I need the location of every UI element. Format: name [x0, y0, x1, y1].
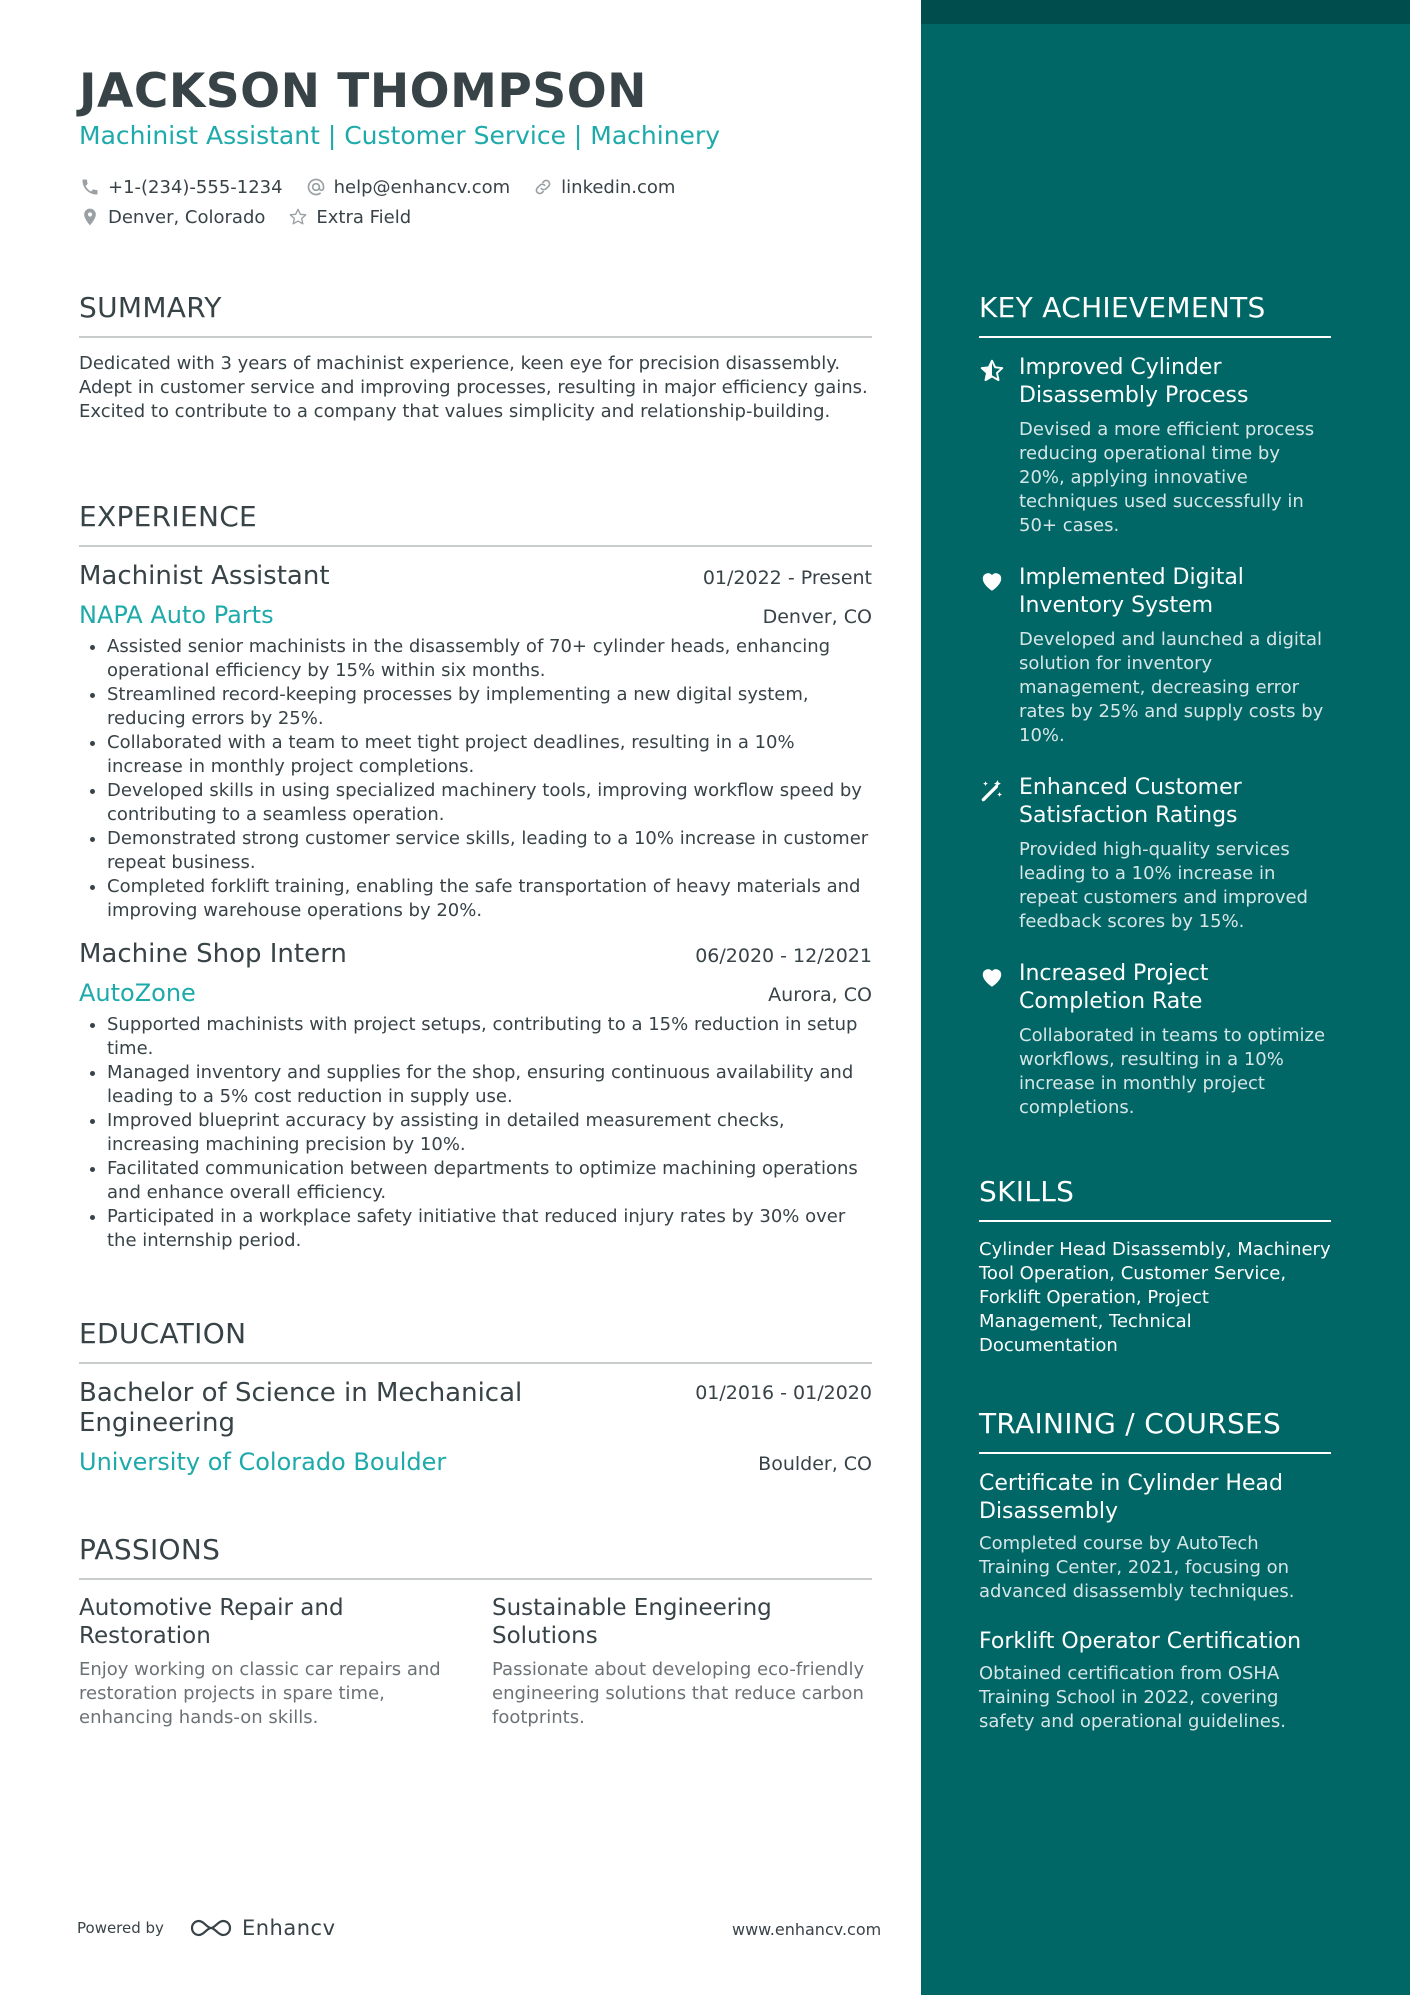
job-bullet: • Participated in a workplace safety initiative that reduced injury rates by 30% over the internship period.: [107, 1205, 872, 1253]
skills-title: SKILLS: [979, 1175, 1331, 1222]
achievement-title: Improved Cylinder Disassembly Process: [1019, 355, 1249, 408]
enhancv-logo-icon: [188, 1916, 234, 1940]
job-location: Denver, CO: [762, 606, 872, 628]
course-title: Forklift Operator Certification: [979, 1629, 1302, 1654]
job-entry: [79, 939, 872, 1253]
experience-title: EXPERIENCE: [79, 500, 872, 547]
linkedin-text: linkedin.com: [561, 176, 676, 198]
location-pin-icon: [79, 206, 101, 228]
candidate-name: JACKSON THOMPSON: [79, 64, 647, 119]
achievement-title: Enhanced Customer Satisfaction Ratings: [1019, 775, 1242, 828]
heart-icon: [979, 960, 1019, 1120]
location-text: Denver, Colorado: [108, 206, 266, 228]
achievements-section: [979, 291, 1331, 1146]
experience-section: [79, 500, 872, 1269]
passion-desc: Passionate about developing eco-friendly engineering solutions that reduce carbon footprints.: [492, 1659, 865, 1728]
course-desc: Obtained certification from OSHA Training School in 2022, covering safety and operational guidelines.: [979, 1663, 1286, 1732]
job-company: NAPA Auto Parts: [79, 601, 274, 629]
candidate-headline: Machinist Assistant | Customer Service | Machinery: [79, 121, 721, 150]
passion-item: [79, 1594, 459, 1730]
contact-linkedin[interactable]: [532, 176, 675, 198]
job-location: Aurora, CO: [768, 984, 872, 1006]
achievement-item: [979, 774, 1331, 934]
job-bullet: • Supported machinists with project setups, contributing to a 15% reduction in setup time.: [107, 1013, 872, 1061]
achievement-title: Increased Project Completion Rate: [1019, 961, 1209, 1014]
contact-extra: [287, 206, 411, 228]
passion-title: Sustainable Engineering Solutions: [492, 1595, 772, 1649]
job-bullet: • Developed skills in using specialized machinery tools, improving workflow speed by contributing to a seamless operation.: [107, 779, 872, 827]
passion-desc: Enjoy working on classic car repairs and restoration projects in spare time, enhancing hands-on skills.: [79, 1659, 441, 1728]
achievement-desc: Devised a more efficient process reducing operational time by 20%, applying innovative techniques used successfully in 50+ cases.: [1019, 419, 1315, 536]
contact-location: [79, 206, 265, 228]
heart-icon: [979, 564, 1019, 748]
achievement-item: [979, 960, 1331, 1120]
passions-title: PASSIONS: [79, 1533, 872, 1580]
job-bullets: [79, 635, 872, 923]
star-half-icon: [979, 354, 1019, 538]
course-desc: Completed course by AutoTech Training Center, 2021, focusing on advanced disassembly techniques.: [979, 1533, 1295, 1602]
training-title: TRAINING / COURSES: [979, 1407, 1331, 1454]
summary-section: [79, 291, 872, 424]
footer-website[interactable]: www.enhancv.com: [732, 1920, 882, 1939]
summary-title: SUMMARY: [79, 291, 872, 338]
achievement-item: [979, 564, 1331, 748]
job-bullet: • Demonstrated strong customer service skills, leading to a 10% increase in customer repeat business.: [107, 827, 872, 875]
course-item: [979, 1628, 1331, 1734]
training-section: [979, 1407, 1331, 1758]
achievement-desc: Developed and launched a digital solution for inventory management, decreasing error rates by 25% and supply costs by 10%.: [1019, 629, 1324, 746]
passion-item: [492, 1594, 872, 1730]
contact-info: [79, 172, 879, 232]
link-icon: [532, 176, 554, 198]
job-title: Machinist Assistant: [79, 561, 330, 591]
achievement-desc: Collaborated in teams to optimize workflows, resulting in a 10% increase in monthly project completions.: [1019, 1025, 1326, 1118]
powered-by-text: Powered by: [77, 1919, 164, 1937]
job-bullet: • Collaborated with a team to meet tight project deadlines, resulting in a 10% increase in monthly project completions.: [107, 731, 872, 779]
brand[interactable]: [188, 1916, 336, 1940]
achievement-desc: Provided high-quality services leading to a 10% increase in repeat customers and improved feedback scores by 15%.: [1019, 839, 1308, 932]
footer-branding: [77, 1916, 336, 1940]
summary-text: Dedicated with 3 years of machinist experience, keen eye for precision disassembly. Adept in customer service and improving processes, resulting in major efficiency gains. Excited to contribute to a company that values simplicity and relationship-building.: [79, 353, 868, 422]
passions-section: [79, 1533, 872, 1730]
achievement-item: [979, 354, 1331, 538]
job-bullet: • Streamlined record-keeping processes by implementing a new digital system, reducing errors by 25%.: [107, 683, 872, 731]
achievements-title: KEY ACHIEVEMENTS: [979, 291, 1331, 338]
job-dates: 01/2022 - Present: [702, 567, 872, 589]
education-school: University of Colorado Boulder: [79, 1448, 447, 1476]
education-degree: Bachelor of Science in Mechanical Engineering: [79, 1378, 523, 1438]
extra-text: Extra Field: [316, 206, 412, 228]
job-company: AutoZone: [79, 979, 196, 1007]
phone-icon: [79, 176, 101, 198]
magic-wand-icon: [979, 774, 1019, 934]
star-outline-icon: [287, 206, 309, 228]
sidebar-top-bar: [921, 0, 1410, 24]
job-dates: 06/2020 - 12/2021: [695, 945, 872, 967]
job-bullet: • Managed inventory and supplies for the shop, ensuring continuous availability and leading to a 5% cost reduction in supply use.: [107, 1061, 872, 1109]
job-bullets: [79, 1013, 872, 1253]
job-bullet: • Assisted senior machinists in the disassembly of 70+ cylinder heads, enhancing operational efficiency by 15% within six months.: [107, 635, 872, 683]
job-bullet: • Facilitated communication between departments to optimize machining operations and enhance overall efficiency.: [107, 1157, 872, 1205]
brand-name: Enhancv: [241, 1916, 336, 1940]
skills-section: [979, 1175, 1331, 1358]
email-text: help@enhancv.com: [333, 176, 511, 198]
contact-phone[interactable]: [79, 176, 283, 198]
contact-email[interactable]: [305, 176, 511, 198]
education-dates: 01/2016 - 01/2020: [695, 1382, 872, 1404]
at-icon: [305, 176, 327, 198]
achievement-title: Implemented Digital Inventory System: [1019, 565, 1244, 618]
passion-title: Automotive Repair and Restoration: [79, 1595, 344, 1649]
education-title: EDUCATION: [79, 1317, 872, 1364]
job-entry: [79, 561, 872, 923]
course-title: Certificate in Cylinder Head Disassembly: [979, 1471, 1283, 1524]
job-title: Machine Shop Intern: [79, 939, 347, 969]
education-section: [79, 1317, 872, 1476]
job-bullet: • Improved blueprint accuracy by assisting in detailed measurement checks, increasing machining precision by 10%.: [107, 1109, 872, 1157]
course-item: [979, 1470, 1331, 1604]
education-location: Boulder, CO: [758, 1453, 872, 1475]
job-bullet: • Completed forklift training, enabling the safe transportation of heavy materials and improving warehouse operations by 20%.: [107, 875, 872, 923]
skills-text: Cylinder Head Disassembly, Machinery Tool Operation, Customer Service, Forklift Operation, Project Management, Technical Documentation: [979, 1239, 1331, 1356]
phone-text: +1-(234)-555-1234: [108, 176, 283, 198]
